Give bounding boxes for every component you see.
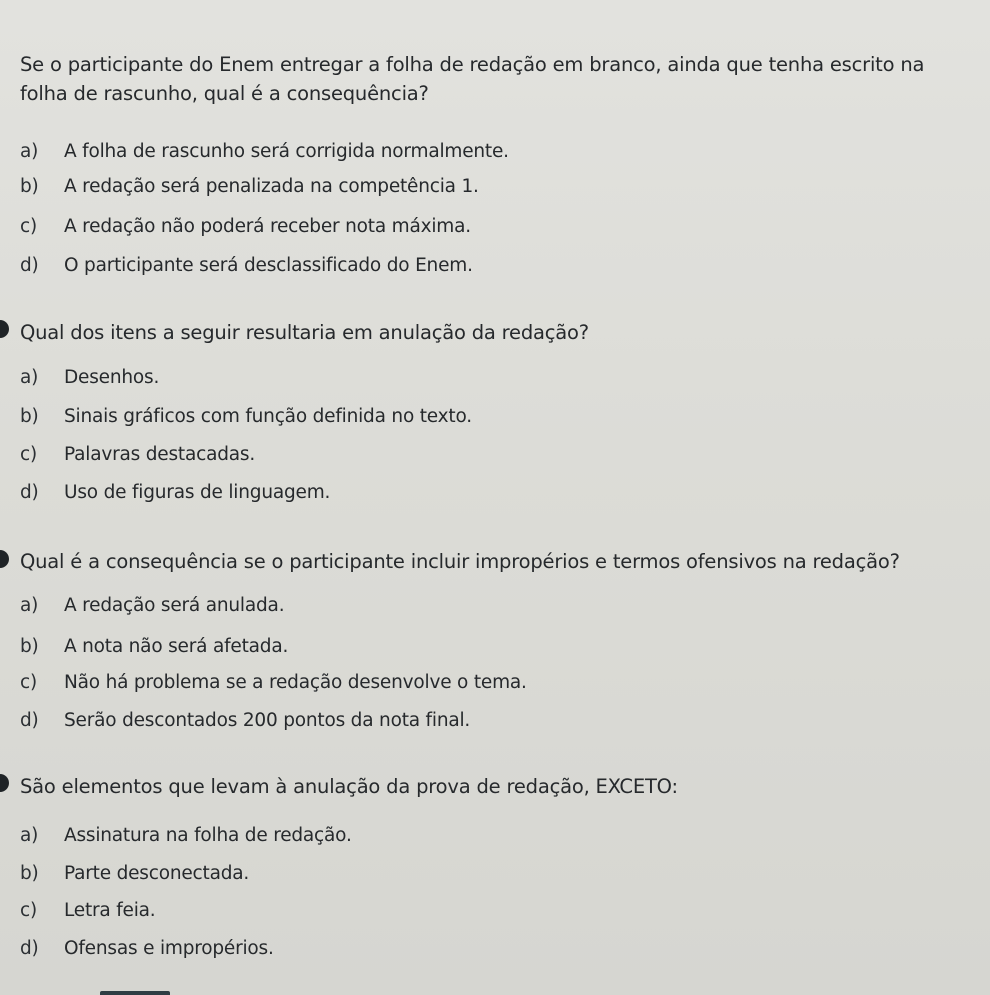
question-3-option-b[interactable] bbox=[20, 635, 288, 659]
question-3-bullet bbox=[0, 550, 9, 568]
question-1-option-c[interactable] bbox=[20, 215, 471, 239]
option-letter: b) bbox=[20, 406, 39, 427]
question-4-bullet bbox=[0, 774, 9, 792]
option-letter: d) bbox=[20, 255, 39, 276]
question-2-option-b[interactable] bbox=[20, 405, 472, 429]
question-2-option-d[interactable] bbox=[20, 481, 330, 505]
option-text: A folha de rascunho será corrigida normalmente. bbox=[64, 141, 509, 162]
option-letter: a) bbox=[20, 595, 39, 616]
option-text: A redação será anulada. bbox=[64, 595, 285, 616]
question-3-text: Qual é a consequência se o participante incluir impropérios e termos ofensivos na redação? bbox=[20, 550, 900, 573]
question-3-option-c[interactable] bbox=[20, 671, 527, 695]
option-letter: a) bbox=[20, 141, 39, 162]
option-text: Letra feia. bbox=[64, 900, 156, 921]
question-4-option-d[interactable] bbox=[20, 937, 274, 961]
question-2-option-c[interactable] bbox=[20, 443, 255, 467]
question-4-text: São elementos que levam à anulação da prova de redação, EXCETO: bbox=[20, 775, 678, 798]
option-text: Não há problema se a redação desenvolve o tema. bbox=[64, 672, 527, 693]
question-4-option-c[interactable] bbox=[20, 899, 156, 923]
question-3-option-a[interactable] bbox=[20, 594, 284, 618]
option-letter: c) bbox=[20, 672, 37, 693]
option-letter: b) bbox=[20, 636, 39, 657]
page-edge-strip bbox=[100, 991, 170, 995]
option-text: Serão descontados 200 pontos da nota final. bbox=[64, 710, 471, 731]
option-letter: b) bbox=[20, 863, 39, 884]
option-text: Uso de figuras de linguagem. bbox=[64, 482, 331, 503]
option-text: Ofensas e impropérios. bbox=[64, 938, 274, 959]
question-4-option-b[interactable] bbox=[20, 862, 249, 886]
question-1-option-a[interactable] bbox=[20, 140, 509, 164]
question-2-option-a[interactable] bbox=[20, 366, 159, 390]
option-letter: c) bbox=[20, 216, 37, 237]
question-3-option-d[interactable] bbox=[20, 709, 470, 733]
question-1-option-d[interactable] bbox=[20, 254, 473, 278]
question-2-text: Qual dos itens a seguir resultaria em anulação da redação? bbox=[20, 321, 589, 344]
option-text: Parte desconectada. bbox=[64, 863, 250, 884]
option-letter: a) bbox=[20, 367, 39, 388]
option-text: Assinatura na folha de redação. bbox=[64, 825, 352, 846]
option-text: A redação será penalizada na competência 1. bbox=[64, 176, 479, 197]
option-letter: b) bbox=[20, 176, 39, 197]
question-1-option-b[interactable] bbox=[20, 175, 479, 199]
option-text: A nota não será afetada. bbox=[64, 636, 289, 657]
option-letter: c) bbox=[20, 900, 37, 921]
question-2-bullet bbox=[0, 320, 9, 338]
option-text: Palavras destacadas. bbox=[64, 444, 256, 465]
option-text: A redação não poderá receber nota máxima. bbox=[64, 216, 471, 237]
option-letter: a) bbox=[20, 825, 39, 846]
question-1-text: Se o participante do Enem entregar a folha de redação em branco, ainda que tenha escrito na folha de rascunho, qual é a consequência? bbox=[20, 53, 925, 105]
option-letter: d) bbox=[20, 710, 39, 731]
option-letter: d) bbox=[20, 938, 39, 959]
option-letter: d) bbox=[20, 482, 39, 503]
question-4-option-a[interactable] bbox=[20, 824, 352, 848]
option-text: O participante será desclassificado do Enem. bbox=[64, 255, 473, 276]
option-letter: c) bbox=[20, 444, 37, 465]
option-text: Sinais gráficos com função definida no texto. bbox=[64, 406, 472, 427]
option-text: Desenhos. bbox=[64, 367, 160, 388]
